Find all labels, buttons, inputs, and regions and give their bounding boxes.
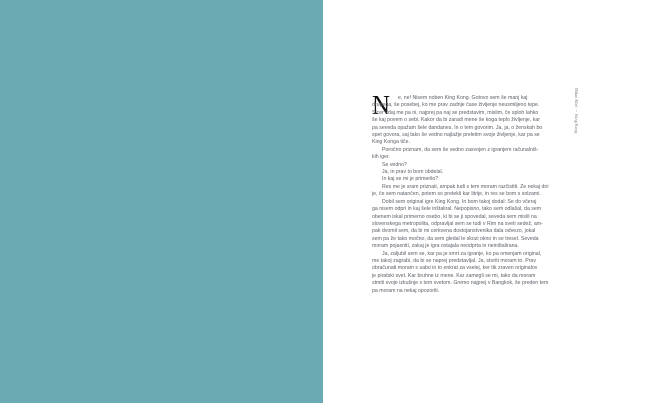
paragraph-3 [372,162,571,169]
text-line: In kaj se mi je primerilo? [382,176,439,183]
text-line: ga nisem odpri in kaj šele inštaliral. Nepopisno, tako sem odlašal, da sem [372,206,542,213]
text-line: me takoj zagrabi, da bi se naprej predstavljal. Ja, storiti moram to. Prav [372,257,536,264]
paragraph-8 [372,251,571,295]
text-line: stmiti svoje izkušnje s tem svetom. Gremo najprej v Bangkok, še preden tem [372,280,549,287]
text-line: moram pojasniti, zakaj je igra ostajala neodprta in neinštalirana. [372,243,519,250]
text-line: e, ne! Nisem noben King Kong. Gotovo sem še manj kaj [398,95,528,101]
text-line: Dobil sem original igre King Kong. In bom takoj dodal: Še do včeraj [382,198,537,205]
text-line: je piratski svet. Kar bruhne iz mene. Kar zamegli se mi, tako da moram [372,272,536,279]
text-line: Še vedno? [382,161,407,168]
text-line: Res me je sram priznati, ampak tudi s tem moram razčistiti. Že nekaj dni [382,183,549,190]
paragraph-6 [372,184,571,199]
text-line: King Konga tiče. [372,139,410,146]
running-head-separator: ~ [574,109,579,112]
text-line: Ja, in prav to bom obdelal. [382,169,444,176]
text-line: Poročno priznam, da sem še vedno zasvojen z igranjem računalniš- [382,146,539,153]
paragraph-2 [372,147,571,162]
paragraph-1 [372,90,571,147]
text-line: obračunati moram s sabo in to enkrat za vselej, ker tik zraven originalov [372,265,538,272]
drop-cap: N [372,90,390,120]
paragraph-4 [372,169,571,176]
text-line: pak dvomil sem, da bi mi cerkvena dostojanstvenika dala odvezo, jokal [372,228,536,235]
body-text [372,90,571,295]
text-line: obenem iskal primerno osebo, ki bi se ji spovedal, seveda sem mislil na [372,213,537,220]
text-line: spet govora, saj tako še vedno najlažje preletim svoje življenje, kar pa se [372,132,540,139]
text-line: kih iger. [372,154,390,161]
text-line: drugega, še posebej, ko me prav zadnje čase življenje neusmiljeno tepe. [372,102,540,109]
text-line: sem pa že tako močno, da sem gledal le skozi okno in se tresel. Seveda [372,235,539,242]
running-head-title: King Kong [574,114,579,134]
text-line: Ja, zaljubil sem se, kar pa je smrt za igranje, ko pa omenjam original, [382,250,542,257]
running-head-author: Milan Kleč [574,88,579,108]
text-line: še kaj povem o sebi. Kakor da bi zaradi mene še koga teplo življenje, kar [372,117,540,124]
text-line: pa moram na nekaj opozoriti. [372,287,440,294]
text-line: Sicer kdaj me pa ni, najprej pa naj se predstavim, mislim, če sploh lahko [372,109,539,116]
text-line: slovenskega metropolita, odpravljal sem se tudi v Rim na sveti sedež, am- [372,220,543,227]
paragraph-7 [372,199,571,251]
text-line: je, če sem natančen, potem so pretekli kar litrije, in res se bom s solzami. [372,191,541,198]
paragraph-5 [372,176,571,183]
text-line: pa seveda opažam šele dandanes. In o tem govorim. Ja, ja, o ženskah bo [372,124,543,131]
running-head [571,88,581,148]
